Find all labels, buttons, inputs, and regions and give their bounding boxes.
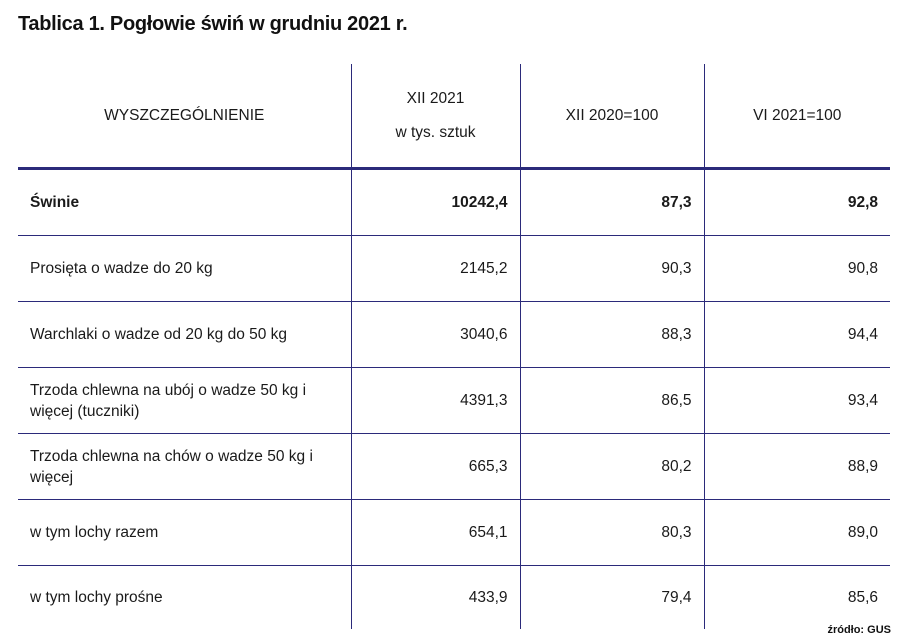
cell-vi-2021-index: 92,8: [704, 169, 890, 236]
row-label: w tym lochy prośne: [30, 589, 163, 606]
cell-xii-2021: 2145,2: [351, 236, 520, 302]
header-label: WYSZCZEGÓLNIENIE: [18, 64, 351, 169]
table-row: [18, 236, 890, 302]
cell-xii-2020-index: 80,3: [520, 500, 704, 566]
cell-xii-2020-index: 86,5: [520, 368, 704, 434]
cell-vi-2021-index: 88,9: [704, 434, 890, 500]
header-vi-2021-index: VI 2021=100: [704, 64, 890, 169]
cell-xii-2021: 433,9: [351, 566, 520, 630]
cell-vi-2021-index: 89,0: [704, 500, 890, 566]
cell-xii-2021: 3040,6: [351, 302, 520, 368]
data-table: [18, 64, 890, 629]
header-xii-2021: [351, 64, 520, 169]
row-label: Świnie: [18, 169, 351, 236]
cell-xii-2020-index: 88,3: [520, 302, 704, 368]
table-row: [18, 169, 890, 236]
row-label: Warchlaki o wadze od 20 kg do 50 kg: [18, 302, 351, 368]
cell-xii-2020-index: 79,4: [520, 566, 704, 630]
header-xii-2021-period: XII 2021: [406, 89, 465, 107]
table-title: Tablica 1. Pogłowie świń w grudniu 2021 r.: [18, 13, 408, 35]
cell-xii-2020-index: 90,3: [520, 236, 704, 302]
table-row: [18, 434, 890, 500]
table-row: [18, 368, 890, 434]
cell-xii-2021: 4391,3: [351, 368, 520, 434]
table-row: [18, 500, 890, 566]
cell-vi-2021-index: 94,4: [704, 302, 890, 368]
cell-vi-2021-index: 85,6: [704, 566, 890, 630]
cell-xii-2021: 665,3: [351, 434, 520, 500]
header-xii-2021-unit: w tys. sztuk: [395, 123, 476, 141]
cell-xii-2021: 10242,4: [351, 169, 520, 236]
row-label: Prosięta o wadze do 20 kg: [18, 236, 351, 302]
cell-xii-2020-index: 87,3: [520, 169, 704, 236]
cell-vi-2021-index: 93,4: [704, 368, 890, 434]
table-row: [18, 566, 890, 630]
row-label: w tym lochy razem: [18, 500, 351, 566]
row-label: Trzoda chlewna na ubój o wadze 50 kg i więcej (tuczniki): [18, 368, 351, 434]
row-label: Trzoda chlewna na chów o wadze 50 kg i więcej: [18, 434, 351, 500]
cell-vi-2021-index: 90,8: [704, 236, 890, 302]
table-row: [18, 302, 890, 368]
cell-xii-2020-index: 80,2: [520, 434, 704, 500]
header-xii-2020-index: XII 2020=100: [520, 64, 704, 169]
source-note: źródło: GUS: [827, 624, 891, 636]
cell-xii-2021: 654,1: [351, 500, 520, 566]
header-row: [18, 64, 890, 169]
